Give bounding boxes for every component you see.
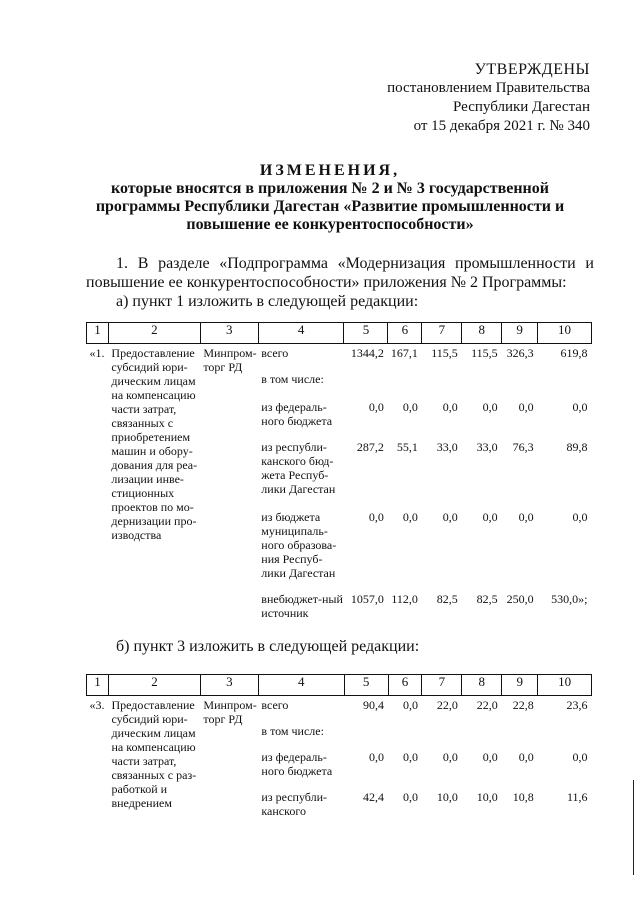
- value-cell: 0,0: [482, 509, 498, 524]
- table-header-cell: 1: [87, 675, 109, 696]
- table-header-row: [87, 323, 592, 344]
- table-header-cell: 6: [388, 323, 422, 344]
- table-header-cell: 3: [200, 675, 258, 696]
- value-cell: 82,5: [436, 591, 458, 606]
- value-cell: 42,4: [363, 789, 385, 804]
- value-cell: 55,1: [396, 439, 418, 454]
- value-cell: 167,1: [390, 346, 418, 360]
- value-cell: 1057,0: [350, 591, 384, 606]
- value-cell: [344, 722, 388, 748]
- table-2: [86, 674, 592, 818]
- table-header-cell: 7: [422, 675, 462, 696]
- table-header-cell: 2: [108, 323, 200, 344]
- funding-source: всего: [261, 698, 289, 712]
- table-header-cell: 10: [538, 675, 592, 696]
- value-cell: 10,0: [476, 789, 498, 804]
- value-cell: 33,0: [476, 439, 498, 454]
- funding-source: из бюджета муниципаль-ного образова-ния Респуб-лики Дагестан: [261, 509, 337, 580]
- approval-line-3: от 15 декабря 2021 г. № 340: [413, 118, 590, 134]
- table-header-cell: 8: [462, 675, 502, 696]
- value-cell: 22,0: [436, 698, 458, 712]
- value-cell: 0,0: [402, 749, 418, 764]
- table-header-cell: 6: [388, 675, 422, 696]
- table-header-cell: 5: [344, 675, 388, 696]
- value-cell: 33,0: [436, 439, 458, 454]
- title-line-1: которые вносятся в приложения № 2 и № 3 государственной: [111, 180, 549, 197]
- value-cell: 0,0: [482, 749, 498, 764]
- value-cell: [502, 722, 538, 748]
- value-cell: 530,0»;: [551, 591, 588, 606]
- funding-source: внебюджет-ный источник: [261, 591, 343, 620]
- value-cell: 0,0: [518, 749, 534, 764]
- value-cell: 0,0: [482, 399, 498, 414]
- value-cell: [388, 722, 422, 748]
- value-cell: 250,0: [506, 591, 534, 606]
- value-cell: 0,0: [442, 399, 458, 414]
- table-header-cell: 3: [200, 323, 258, 344]
- table-header-cell: 1: [87, 323, 109, 344]
- item-number: «1.: [89, 346, 105, 360]
- value-cell: 10,8: [512, 789, 534, 804]
- value-cell: 0,0: [572, 399, 588, 414]
- value-cell: 0,0: [402, 399, 418, 414]
- value-cell: [422, 722, 462, 748]
- approval-line-1: постановлением Правительства: [387, 80, 590, 96]
- item-a: а) пункт 1 изложить в следующей редакции:: [116, 293, 419, 310]
- value-cell: 23,6: [566, 698, 588, 712]
- approval-line-2: Республики Дагестан: [453, 99, 590, 115]
- table-header-cell: 10: [538, 323, 592, 344]
- value-cell: [344, 370, 388, 398]
- funding-source: из федераль-ного бюджета: [261, 399, 333, 428]
- item-description: Предоставление субсидий юри-дическим лицам на компенсацию части затрат, связанных с приобретением машин и обору-дования для реа-лизации инве-стиционных проектов по мо-дернизации про-изводства: [111, 346, 198, 542]
- value-cell: 0,0: [369, 749, 385, 764]
- approval-block: [340, 60, 590, 136]
- value-cell: 0,0: [572, 509, 588, 524]
- approval-title: УТВЕРЖДЕНЫ: [474, 61, 590, 78]
- value-cell: [538, 370, 592, 398]
- funding-source: в том числе:: [261, 371, 324, 386]
- scan-edge-line: [633, 780, 634, 875]
- table-header-cell: 5: [344, 323, 388, 344]
- value-cell: 0,0: [442, 749, 458, 764]
- funding-source: из республи-канского: [261, 789, 327, 818]
- value-cell: 0,0: [368, 509, 384, 524]
- title-main: ИЗМЕНЕНИЯ,: [259, 162, 401, 179]
- value-cell: [388, 370, 422, 398]
- value-cell: 0,0: [518, 399, 534, 414]
- table-header-row: [87, 675, 592, 696]
- value-cell: 76,3: [512, 439, 534, 454]
- value-cell: [538, 722, 592, 748]
- value-cell: 22,0: [476, 698, 498, 712]
- value-cell: 115,5: [431, 346, 458, 360]
- funding-source: всего: [261, 346, 289, 360]
- table-header-cell: 2: [108, 675, 200, 696]
- table-header-cell: 9: [502, 675, 538, 696]
- table-row: [87, 344, 592, 370]
- table-row: [87, 696, 592, 722]
- value-cell: 0,0: [572, 749, 588, 764]
- value-cell: 0,0: [402, 789, 418, 804]
- value-cell: 0,0: [518, 509, 534, 524]
- table-header-cell: 7: [422, 323, 462, 344]
- table-header-cell: 8: [462, 323, 502, 344]
- value-cell: 115,5: [471, 346, 498, 360]
- table-header-cell: 9: [502, 323, 538, 344]
- item-description: Предоставление субсидий юри-дическим лицам на компенсацию части затрат, связанных с раз-работкой и внедрением: [111, 698, 197, 810]
- value-cell: 112,0: [391, 591, 418, 606]
- funding-source: в том числе:: [261, 723, 324, 738]
- value-cell: [422, 370, 462, 398]
- item-b: б) пункт 3 изложить в следующей редакции:: [116, 638, 420, 655]
- value-cell: 287,2: [356, 439, 384, 454]
- document-title: [60, 162, 600, 234]
- value-cell: 619,8: [560, 346, 588, 360]
- table-1: [86, 322, 592, 620]
- value-cell: 10,0: [436, 789, 458, 804]
- item-executor: Минпром-торг РД: [203, 698, 257, 726]
- funding-source: из федераль-ного бюджета: [261, 749, 333, 778]
- title-line-3: повышение ее конкурентоспособности»: [186, 216, 474, 233]
- value-cell: 22,8: [512, 698, 534, 712]
- value-cell: 0,0: [402, 509, 418, 524]
- value-cell: 0,0: [402, 698, 418, 712]
- value-cell: 89,8: [566, 439, 588, 454]
- value-cell: 1344,2: [350, 346, 384, 360]
- value-cell: 82,5: [476, 591, 498, 606]
- value-cell: 326,3: [506, 346, 534, 360]
- value-cell: 0,0: [368, 399, 384, 414]
- value-cell: 11,6: [566, 789, 588, 804]
- table-header-cell: 4: [258, 323, 344, 344]
- value-cell: [462, 722, 502, 748]
- paragraph-1: 1. В разделе «Подпрограмма «Модернизация промышленности и повышение ее конкурентоспособности» приложения № 2 Программы:: [86, 255, 594, 291]
- item-number: «3.: [89, 698, 105, 712]
- value-cell: [462, 370, 502, 398]
- value-cell: [502, 370, 538, 398]
- value-cell: 0,0: [442, 509, 458, 524]
- funding-source: из республи-канского бюд-жета Респуб-лики Дагестан: [261, 439, 336, 496]
- table-header-cell: 4: [258, 675, 344, 696]
- value-cell: 90,4: [363, 698, 385, 712]
- item-executor: Минпром-торг РД: [203, 346, 257, 374]
- title-line-2: программы Республики Дагестан «Развитие промышленности и: [95, 198, 565, 215]
